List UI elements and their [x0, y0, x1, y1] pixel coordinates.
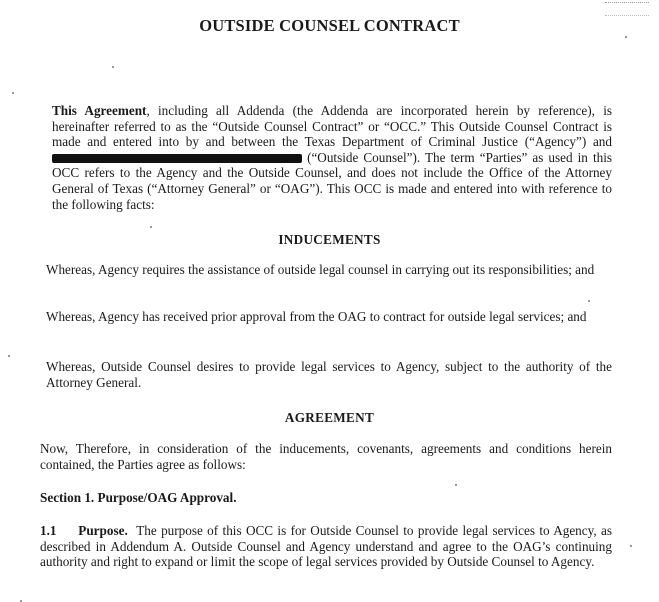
- scan-speck: [630, 545, 632, 547]
- scan-speck: [8, 355, 10, 357]
- intro-text: , including all Addenda (the Addenda are incorporated herein by reference), is hereinafter referred to as the “Outside Counsel Contract” or “OCC.” This Outside Counsel Contract is made and entered into by and between the Texas Department of Criminal Justice (“Agency”) and: [52, 103, 613, 150]
- inducement-item: Whereas, Agency requires the assistance of outside legal counsel in carrying out its responsibilities; and: [46, 262, 595, 277]
- agreement-heading: AGREEMENT: [284, 410, 375, 425]
- agreement-paragraph: Now, Therefore, in consideration of the inducements, covenants, agreements and conditions herein contained, the Parties agree as follows:: [40, 441, 612, 472]
- clause-text: The purpose of this OCC is for Outside Counsel to provide legal services to Agency, as described in Addendum A. Outside Counsel and Agency understand and agree to the OAG’s continuing authority and right to expand or limit the scope of legal services provided by Outside Counsel to Agency.: [40, 523, 613, 570]
- scan-speck: [112, 66, 114, 68]
- scan-speck: [455, 484, 457, 486]
- intro-text-continued: (“Outside Counsel”). The term “Parties” as used in this OCC refers to the Agency and the Outside Counsel, and does not include the Office of the Attorney General of Texas (“Attorney General” or “OAG”). This OCC is made and entered into with reference to the following facts:: [52, 149, 613, 212]
- scan-speck: [588, 300, 590, 302]
- section-1-heading: Section 1. Purpose/OAG Approval.: [40, 490, 237, 505]
- clause-title: Purpose.: [78, 523, 128, 538]
- intro-paragraph: [52, 103, 612, 212]
- scan-speck: [12, 92, 14, 94]
- inducements-heading: INDUCEMENTS: [278, 232, 381, 247]
- clause-number: 1.1: [40, 523, 57, 538]
- scan-speck: [150, 226, 152, 228]
- intro-lead: This Agreement: [52, 103, 147, 118]
- redacted-counsel-name: [52, 154, 302, 163]
- inducement-item: Whereas, Outside Counsel desires to provide legal services to Agency, subject to the authority of the Attorney General.: [46, 359, 612, 390]
- corner-stamp: [605, 2, 649, 16]
- inducement-item: Whereas, Agency has received prior approval from the OAG to contract for outside legal services; and: [46, 309, 587, 324]
- scan-speck: [625, 36, 627, 38]
- document-title: OUTSIDE COUNSEL CONTRACT: [199, 16, 460, 35]
- clause-1-1: [40, 523, 612, 570]
